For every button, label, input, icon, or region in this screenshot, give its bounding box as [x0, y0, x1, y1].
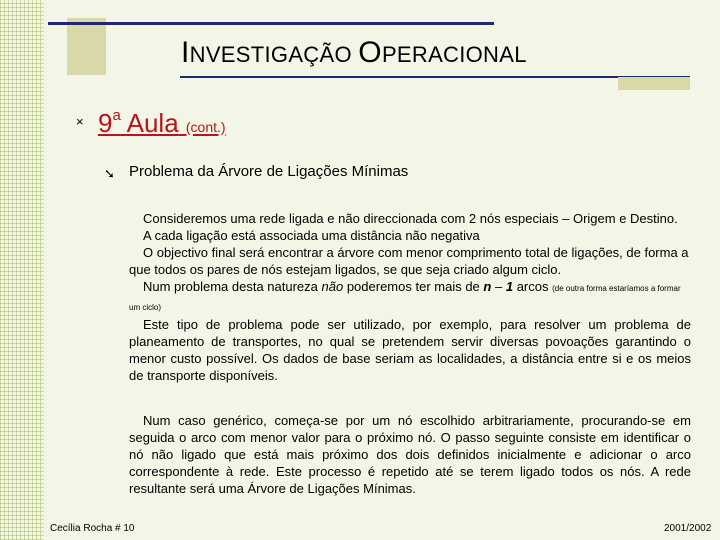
text-line: Este tipo de problema pode ser utilizado, por exemplo, para resolver um problema de planeamento de transportes, no qual se pretendem servir diversas povoações garantindo o menor custo possível. Os dados de base seriam as localidades, a distância entre si e os meios de transporte disponíveis. — [129, 317, 691, 383]
decorative-striped-margin — [0, 0, 44, 540]
text-line: O objectivo final será encontrar a árvore com menor comprimento total de ligações, de forma a que todos os pares de nós estejam ligados, se que seja criado algum ciclo. — [129, 245, 689, 277]
body-paragraph-2 — [129, 412, 691, 497]
decorative-bar — [618, 77, 690, 90]
decorative-square — [67, 18, 106, 75]
x-bullet-icon: × — [76, 114, 84, 129]
text-line: Consideremos uma rede ligada e não direccionada com 2 nós especiais – Origem e Destino. — [143, 211, 678, 226]
slide-title: INVESTIGAÇÃO OPERACIONAL — [181, 36, 527, 69]
topic-subheading: Problema da Árvore de Ligações Mínimas — [129, 163, 409, 180]
footer-year: 2001/2002 — [664, 523, 712, 534]
footer-author: Cecília Rocha # 10 — [50, 523, 135, 534]
text-line: Num caso genérico, começa-se por um nó escolhido arbitrariamente, procurando-se em seguida o arco com menor valor para o próximo nó. O passo seguinte consiste em identificar o nó não ligado que está mais próximo dos dois definidos inicialmente e adicionar o arco correspondente à rede. Este processo é repetido até se terem ligado todos os nós. A rede resultante será uma Árvore de Ligações Mínimas. — [129, 413, 691, 496]
body-paragraph-1 — [129, 210, 691, 384]
title-top-rule — [48, 22, 494, 25]
text-line-arcs: Num problema desta natureza não poderemos ter mais de n – 1 arcos (de outra forma estaríamos a formar um ciclo) — [129, 279, 681, 312]
arrow-bullet-icon: ➘ — [104, 166, 115, 181]
lesson-heading: 9$^a$ Aula (cont.) — [98, 107, 226, 138]
text-line: A cada ligação está associada uma distância não negativa — [143, 228, 480, 243]
title-bottom-rule — [180, 76, 690, 78]
